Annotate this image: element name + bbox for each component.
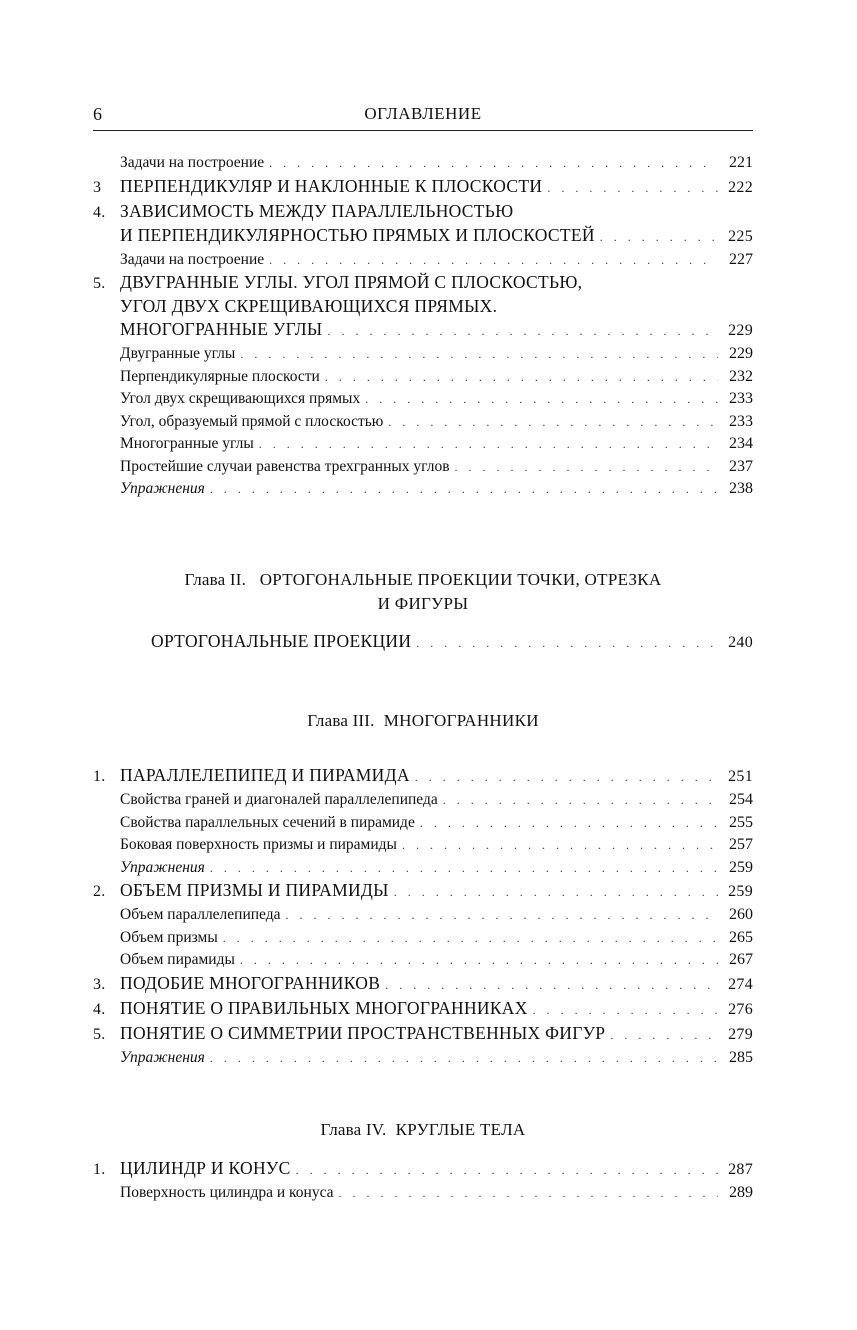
toc-entry-page: 259 (728, 883, 753, 900)
leader-dots (415, 766, 718, 789)
toc-entry-row (93, 224, 753, 249)
toc-entry-row (93, 879, 753, 904)
leader-dots (223, 927, 718, 950)
toc-entry-page: 229 (728, 322, 753, 339)
toc-entry-title: ОРТОГОНАЛЬНЫЕ ПРОЕКЦИИ (151, 631, 412, 651)
leader-dots (339, 1182, 718, 1205)
leader-dots (210, 478, 718, 501)
toc-section-entry[interactable] (93, 972, 753, 997)
toc-subsection-entry[interactable] (93, 949, 753, 972)
toc-entry-title: ОБЪЕМ ПРИЗМЫ И ПИРАМИДЫ (120, 880, 389, 900)
toc-entry-page: 234 (729, 435, 753, 452)
toc-entry-title: Многогранные углы (120, 435, 254, 452)
toc-entry-row (93, 249, 753, 272)
toc-entry-row (93, 789, 753, 812)
toc-entry-number: 1. (93, 1161, 106, 1178)
leader-dots (259, 433, 718, 456)
toc-entry-number: 3 (93, 178, 102, 196)
chapter-4-heading (93, 1118, 753, 1142)
leader-dots (600, 226, 718, 249)
toc-entry-page: 225 (728, 227, 753, 245)
toc-entry-row (93, 949, 753, 972)
toc-entry-line (93, 271, 753, 295)
toc-entry-row (93, 388, 753, 411)
toc-entry-number: 5. (93, 1025, 106, 1043)
toc-subsection-entry[interactable] (93, 366, 753, 389)
toc-entry-line (93, 200, 753, 224)
toc-entry-row (93, 927, 753, 950)
leader-dots (325, 366, 718, 389)
leader-dots (296, 1159, 718, 1182)
chapter-3-label: Глава III. (307, 711, 375, 730)
toc-subsection-entry[interactable] (93, 1182, 753, 1205)
toc-entry-row (93, 318, 753, 343)
toc-entry-page: 260 (729, 906, 753, 923)
toc-entry-page: 237 (729, 457, 753, 475)
toc-entry-title: ПАРАЛЛЕЛЕПИПЕД И ПИРАМИДА (120, 765, 410, 785)
toc-entry-title: Упражнения (120, 858, 205, 876)
toc-entry-title: Объем параллелепипеда (120, 906, 281, 923)
toc-entry-title: Угол двух скрещивающихся прямых (120, 390, 361, 407)
toc-section-entry[interactable] (93, 271, 753, 343)
toc-entry-title: Поверхность цилиндра и конуса (120, 1184, 334, 1201)
toc-entry-title: Угол, образуемый прямой с плоскостью (120, 412, 384, 430)
toc-subsection-entry[interactable] (93, 411, 753, 434)
leader-dots (416, 632, 718, 655)
toc-block-1 (93, 152, 753, 501)
toc-subsection-entry[interactable] (93, 388, 753, 411)
toc-section-entry[interactable] (93, 200, 753, 249)
toc-entry-row (93, 1182, 753, 1205)
toc-subsection-entry[interactable] (93, 812, 753, 835)
toc-entry-page: 240 (728, 634, 753, 651)
toc-subsection-entry[interactable] (93, 857, 753, 880)
toc-entry-row (93, 834, 753, 857)
toc-entry-title: Перпендикулярные плоскости (120, 367, 320, 385)
leader-dots (388, 411, 718, 434)
leader-dots (240, 949, 718, 972)
toc-entry-number: 4. (93, 1000, 106, 1018)
toc-entry-page: 279 (728, 1025, 753, 1043)
toc-section-entry[interactable] (93, 879, 753, 904)
toc-entry-page: 238 (729, 480, 753, 497)
toc-entry-page: 289 (729, 1184, 753, 1201)
toc-entry-page: 265 (729, 928, 753, 946)
toc-chapter-3 (93, 764, 753, 1069)
toc-entry-row (93, 972, 753, 997)
toc-entry-title: Упражнения (120, 480, 205, 497)
toc-entry-title: Простейшие случаи равенства трехгранных углов (120, 457, 450, 475)
toc-entry-row (93, 411, 753, 434)
toc-entry-row (93, 366, 753, 389)
leader-dots (610, 1024, 718, 1047)
page-number: 6 (93, 104, 102, 124)
toc-section-entry[interactable] (93, 1157, 753, 1182)
chapter-4-label: Глава IV. (320, 1120, 387, 1139)
toc-entry-page: 251 (728, 768, 753, 785)
toc-subsection-entry[interactable] (93, 904, 753, 927)
toc-subsection-entry[interactable] (93, 456, 753, 479)
leader-dots (547, 177, 718, 200)
toc-subsection-entry[interactable] (93, 433, 753, 456)
toc-entry-page: 254 (729, 791, 753, 808)
toc-entry-title: Свойства параллельных сечений в пирамиде (120, 813, 415, 831)
toc-entry[interactable] (93, 630, 753, 655)
toc-entry-row (93, 478, 753, 501)
toc-entry-title: ПОНЯТИЕ О СИММЕТРИИ ПРОСТРАНСТВЕННЫХ ФИГУР (120, 1022, 606, 1043)
toc-entry-row (93, 433, 753, 456)
toc-chapter-4 (93, 1157, 753, 1205)
toc-entry-page: 257 (729, 836, 753, 853)
chapter-2-title: ОРТОГОНАЛЬНЫЕ ПРОЕКЦИИ ТОЧКИ, ОТРЕЗКА (259, 570, 662, 589)
toc-entry-row (93, 904, 753, 927)
toc-subsection-entry[interactable] (93, 478, 753, 501)
toc-subsection-entry[interactable] (93, 789, 753, 812)
toc-entry-title: И ПЕРПЕНДИКУЛЯРНОСТЬЮ ПРЯМЫХ И ПЛОСКОСТЕЙ (120, 224, 595, 245)
toc-section-entry[interactable] (93, 175, 753, 200)
toc-entry-title: Двугранные углы (120, 345, 236, 362)
chapter-2-title-line-1 (93, 568, 753, 592)
toc-subsection-entry[interactable] (93, 834, 753, 857)
page-title: ОГЛАВЛЕНИЕ (364, 104, 482, 123)
toc-entry-page: 285 (729, 1048, 753, 1066)
chapter-4-title: КРУГЛЫЕ ТЕЛА (395, 1120, 526, 1139)
chapter-2-heading (93, 568, 753, 616)
leader-dots (210, 1047, 718, 1070)
toc-entry-title: ЦИЛИНДР И КОНУС (120, 1158, 291, 1178)
leader-dots (394, 881, 718, 904)
toc-entry-row (93, 175, 753, 200)
leader-dots (385, 974, 718, 997)
chapter-2-title-line-2: И ФИГУРЫ (377, 594, 469, 613)
toc-subsection-entry[interactable] (93, 249, 753, 272)
toc-entry-row (93, 152, 753, 175)
toc-entry-number: 1. (93, 768, 106, 785)
toc-entry-number: 5. (93, 275, 106, 292)
toc-entry-row (93, 857, 753, 880)
leader-dots (443, 789, 718, 812)
toc-entry-number: 3. (93, 975, 106, 993)
toc-entry-page: 222 (728, 178, 753, 196)
toc-entry-row (93, 1022, 753, 1047)
toc-entry-title: Задачи на построение (120, 154, 265, 171)
toc-entry-page: 276 (728, 1000, 753, 1018)
toc-entry-row (93, 997, 753, 1022)
toc-section-entry[interactable] (93, 764, 753, 789)
toc-section-entry[interactable] (93, 997, 753, 1022)
toc-subsection-entry[interactable] (93, 343, 753, 366)
toc-chapter-2-entry (93, 630, 753, 655)
toc-entry-title: ПОДОБИЕ МНОГОГРАННИКОВ (120, 972, 381, 993)
toc-entry-page: 227 (729, 250, 753, 268)
leader-dots (286, 904, 718, 927)
toc-entry-page: 233 (729, 412, 753, 430)
toc-entry-row (93, 764, 753, 789)
toc-entry-title: Упражнения (120, 1048, 205, 1066)
chapter-3-title: МНОГОГРАННИКИ (383, 711, 539, 730)
leader-dots (269, 249, 718, 272)
toc-entry-page: 233 (729, 390, 753, 407)
toc-entry-row (93, 812, 753, 835)
toc-entry-title: Задачи на построение (120, 250, 265, 268)
toc-entry-number: 2. (93, 883, 106, 900)
toc-entry-row (93, 456, 753, 479)
toc-entry-page: 232 (729, 367, 753, 385)
toc-entry-page: 267 (729, 951, 753, 968)
toc-entry-page: 274 (728, 975, 753, 993)
toc-entry-title: МНОГОГРАННЫЕ УГЛЫ (120, 319, 323, 339)
leader-dots (240, 343, 718, 366)
toc-entry-title: Свойства граней и диагоналей параллелепипеда (120, 791, 438, 808)
toc-entry-title: Объем призмы (120, 928, 218, 946)
leader-dots (533, 999, 718, 1022)
toc-entry-page: 287 (728, 1161, 753, 1178)
toc-entry-row (93, 1047, 753, 1070)
leader-dots (455, 456, 718, 479)
chapter-3-heading (93, 709, 753, 733)
toc-entry-title-line: ЗАВИСИМОСТЬ МЕЖДУ ПАРАЛЛЕЛЬНОСТЬЮ (120, 200, 514, 221)
toc-subsection-entry[interactable] (93, 1047, 753, 1070)
toc-entry-title: Объем пирамиды (120, 951, 235, 968)
toc-entry-row (93, 1157, 753, 1182)
toc-entry-row (93, 343, 753, 366)
toc-entry-page: 229 (729, 345, 753, 362)
toc-entry-title: ПОНЯТИЕ О ПРАВИЛЬНЫХ МНОГОГРАННИКАХ (120, 997, 528, 1018)
toc-entry-page: 255 (729, 813, 753, 831)
toc-subsection-entry[interactable] (93, 927, 753, 950)
leader-dots (365, 388, 718, 411)
toc-subsection-entry[interactable] (93, 152, 753, 175)
leader-dots (210, 857, 718, 880)
toc-entry-title-line: УГОЛ ДВУХ СКРЕЩИВАЮЩИХСЯ ПРЯМЫХ. (120, 296, 498, 316)
leader-dots (327, 320, 718, 343)
running-header (93, 104, 753, 131)
toc-entry-title-line: ДВУГРАННЫЕ УГЛЫ. УГОЛ ПРЯМОЙ С ПЛОСКОСТЬЮ, (120, 272, 583, 292)
chapter-2-label: Глава II. (184, 570, 247, 589)
leader-dots (269, 152, 718, 175)
leader-dots (402, 834, 718, 857)
toc-section-entry[interactable] (93, 1022, 753, 1047)
toc-entry-number: 4. (93, 203, 106, 221)
leader-dots (420, 812, 718, 835)
toc-entry-title: Боковая поверхность призмы и пирамиды (120, 836, 397, 853)
toc-entry-title: ПЕРПЕНДИКУЛЯР И НАКЛОННЫЕ К ПЛОСКОСТИ (120, 175, 543, 196)
toc-entry-page: 259 (729, 858, 753, 876)
toc-entry-page: 221 (729, 154, 753, 171)
